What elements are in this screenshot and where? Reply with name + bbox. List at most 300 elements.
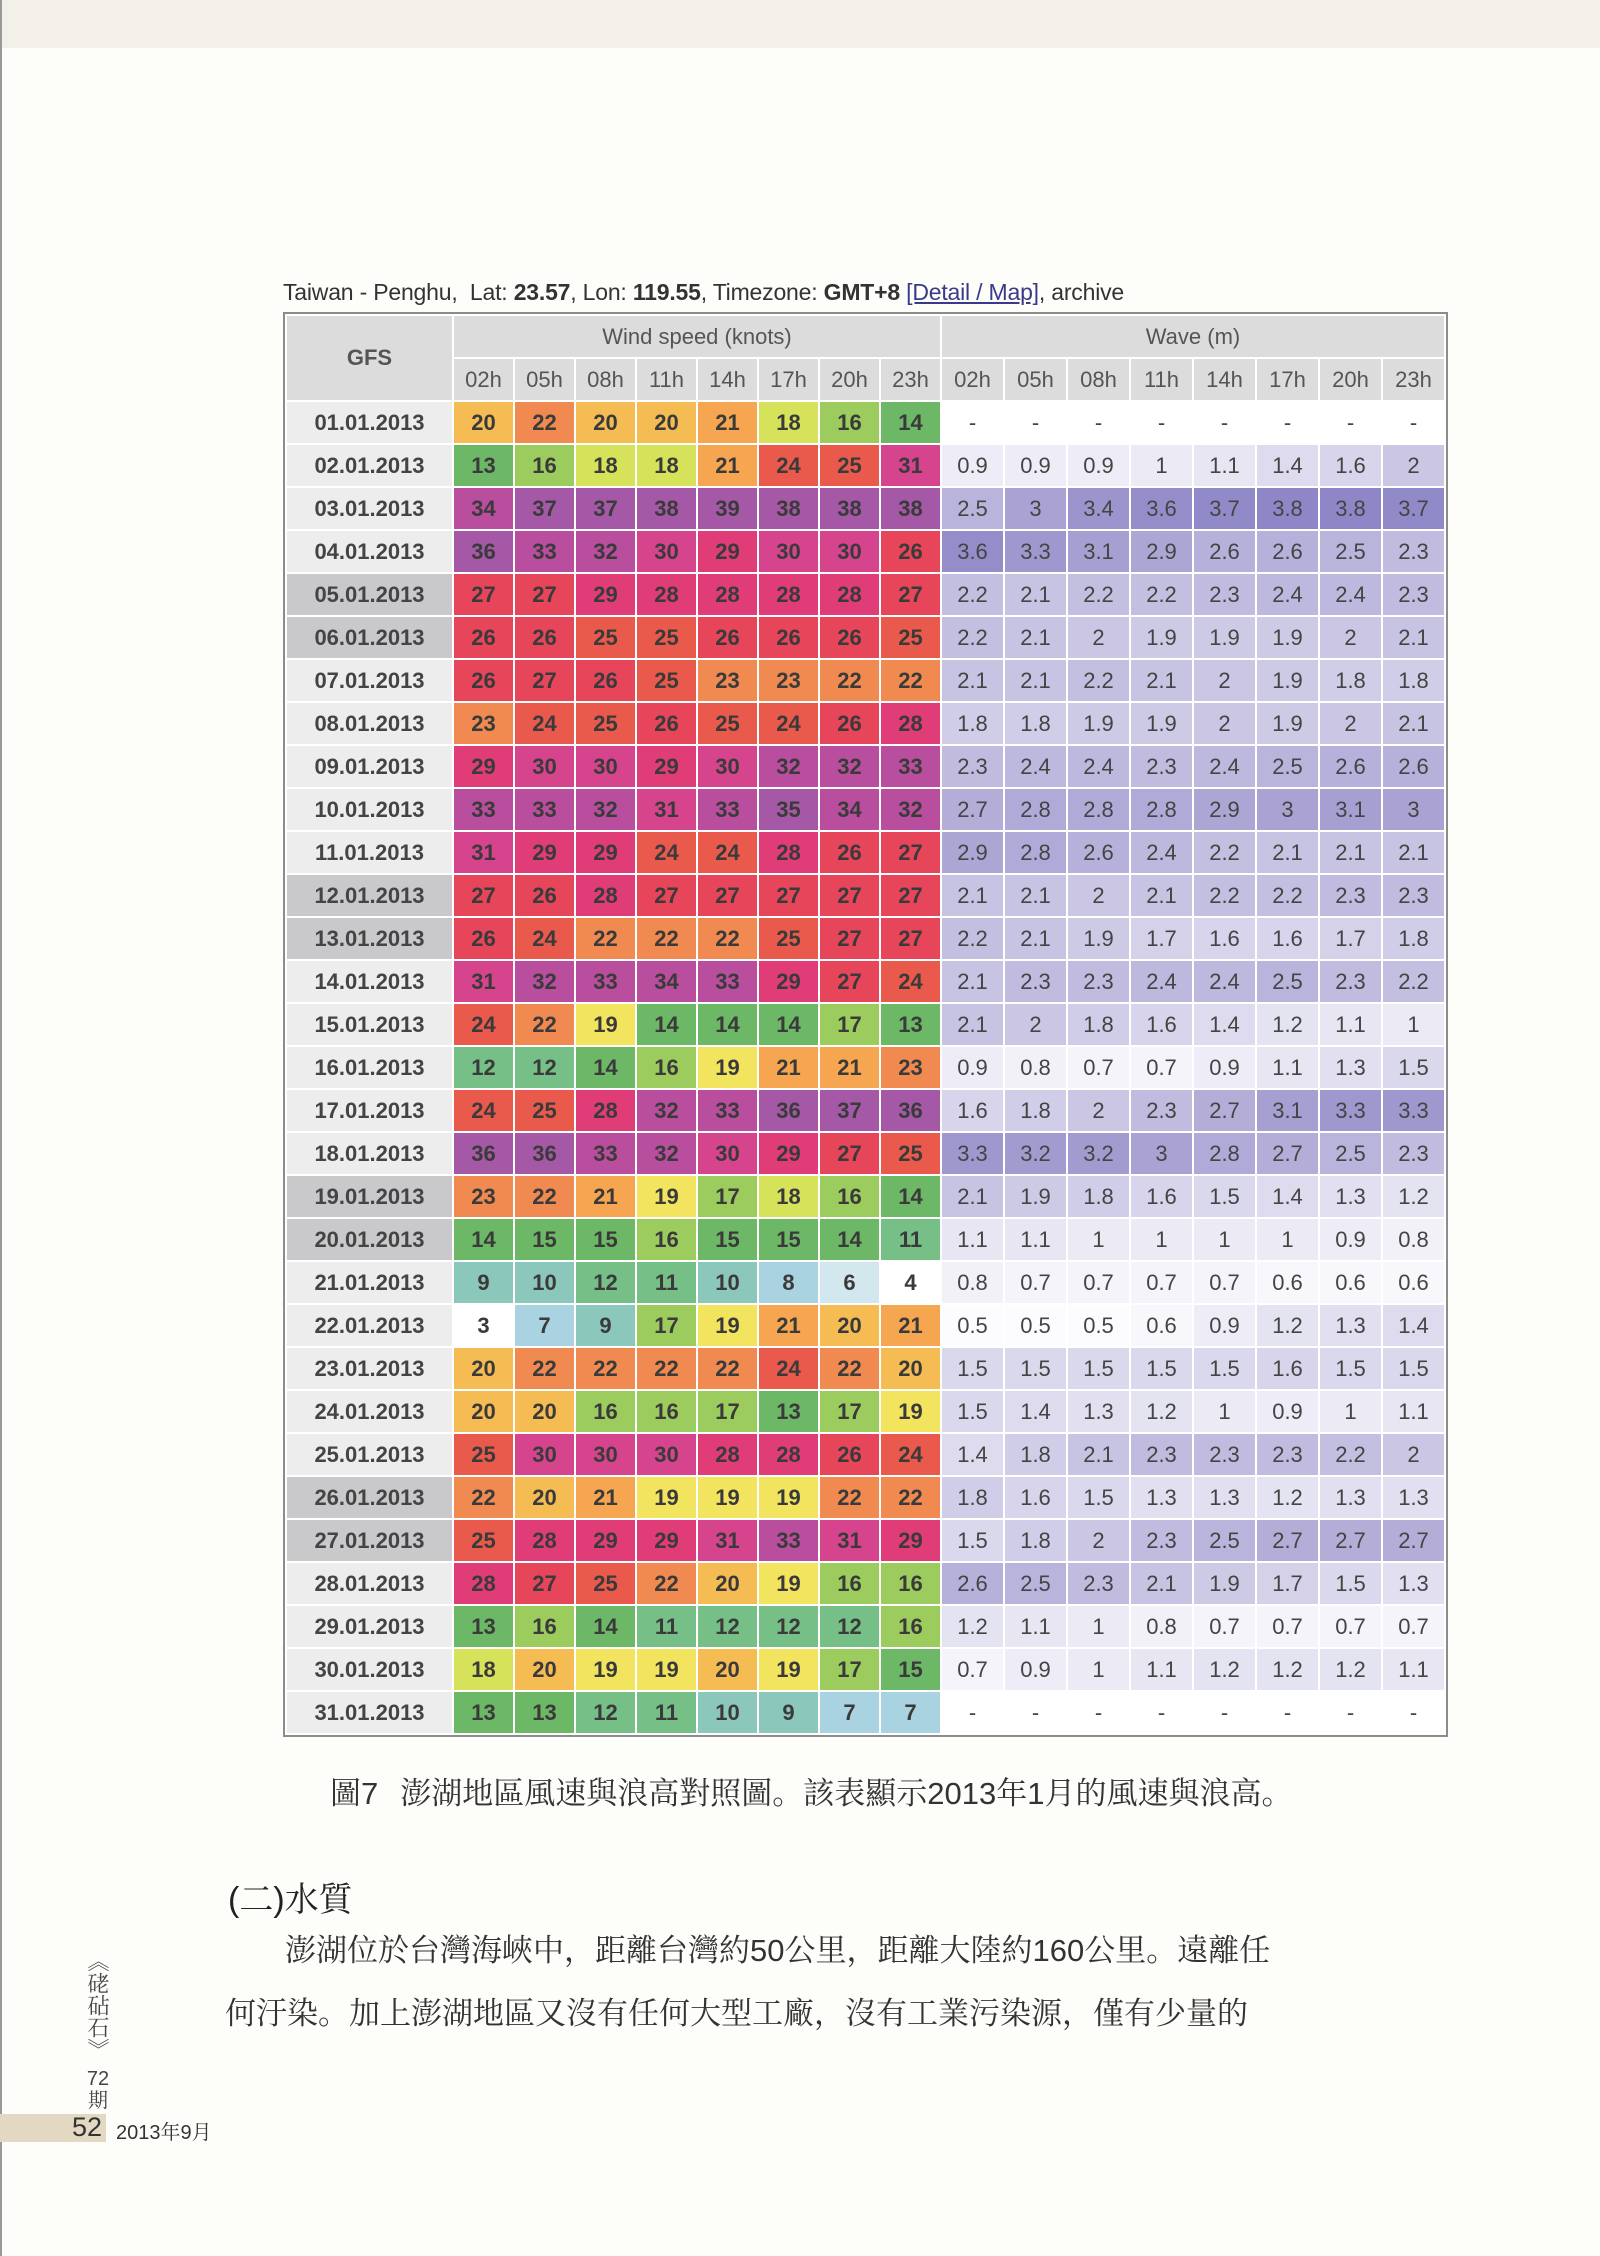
date-cell: 04.01.2013 xyxy=(287,531,452,572)
wave-height-cell: 2.3 xyxy=(942,746,1003,787)
wave-height-cell: 0.7 xyxy=(1194,1606,1255,1647)
wave-height-cell: 2.1 xyxy=(1005,875,1066,916)
wind-speed-cell: 15 xyxy=(759,1219,818,1260)
wave-height-cell: 0.6 xyxy=(1257,1262,1318,1303)
wind-speed-cell: 16 xyxy=(881,1563,940,1604)
wave-height-cell: 2.1 xyxy=(1131,660,1192,701)
wave-height-cell: 2 xyxy=(1068,1090,1129,1131)
wave-height-cell: 2.4 xyxy=(1005,746,1066,787)
wind-speed-cell: 26 xyxy=(454,660,513,701)
wind-speed-cell: 22 xyxy=(576,1348,635,1389)
issue-label xyxy=(82,2068,114,2112)
wind-speed-cell: 27 xyxy=(881,875,940,916)
wind-speed-cell: 26 xyxy=(698,617,757,658)
wave-height-cell: - xyxy=(1383,1692,1444,1733)
wind-speed-cell: 13 xyxy=(454,445,513,486)
wind-speed-cell: 15 xyxy=(881,1649,940,1690)
wave-height-cell: 2.1 xyxy=(942,1176,1003,1217)
wind-speed-cell: 13 xyxy=(454,1606,513,1647)
wave-height-cell: 1.6 xyxy=(1194,918,1255,959)
table-row xyxy=(287,1305,1444,1346)
wave-height-cell: 1.6 xyxy=(1257,1348,1318,1389)
wind-speed-cell: 21 xyxy=(881,1305,940,1346)
wave-height-cell: 2.1 xyxy=(1131,1563,1192,1604)
wave-height-cell: 1.2 xyxy=(1131,1391,1192,1432)
wind-speed-cell: 29 xyxy=(637,1520,696,1561)
wind-speed-cell: 24 xyxy=(759,1348,818,1389)
wind-speed-cell: 23 xyxy=(698,660,757,701)
wind-speed-cell: 35 xyxy=(759,789,818,830)
wave-height-cell: 1.7 xyxy=(1131,918,1192,959)
wind-speed-cell: 26 xyxy=(454,918,513,959)
wind-speed-cell: 37 xyxy=(576,488,635,529)
wave-height-cell: 1.5 xyxy=(1068,1477,1129,1518)
wave-height-cell: 1.9 xyxy=(1131,617,1192,658)
wind-speed-cell: 17 xyxy=(698,1176,757,1217)
wave-height-cell: 1 xyxy=(1068,1606,1129,1647)
table-row xyxy=(287,1649,1444,1690)
wind-speed-cell: 13 xyxy=(881,1004,940,1045)
wind-speed-cell: 18 xyxy=(454,1649,513,1690)
wind-speed-cell: 22 xyxy=(454,1477,513,1518)
wind-speed-cell: 7 xyxy=(881,1692,940,1733)
wave-height-cell: 1 xyxy=(1257,1219,1318,1260)
table-row xyxy=(287,1563,1444,1604)
table-row xyxy=(287,1692,1444,1733)
wave-height-cell: 0.8 xyxy=(1131,1606,1192,1647)
date-cell: 31.01.2013 xyxy=(287,1692,452,1733)
wind-speed-cell: 28 xyxy=(698,574,757,615)
wind-speed-cell: 22 xyxy=(637,918,696,959)
wave-height-cell: - xyxy=(1068,402,1129,443)
wind-speed-cell: 38 xyxy=(759,488,818,529)
wind-speed-cell: 15 xyxy=(576,1219,635,1260)
wave-height-cell: - xyxy=(1257,402,1318,443)
wave-height-cell: 0.9 xyxy=(1005,1649,1066,1690)
wave-hour-header: 05h xyxy=(1005,359,1066,400)
wave-height-cell: 2.1 xyxy=(1320,832,1381,873)
wind-speed-cell: 20 xyxy=(515,1391,574,1432)
wind-speed-cell: 15 xyxy=(515,1219,574,1260)
wave-height-cell: 2.5 xyxy=(942,488,1003,529)
wind-speed-cell: 23 xyxy=(454,703,513,744)
date-cell: 15.01.2013 xyxy=(287,1004,452,1045)
wind-speed-cell: 19 xyxy=(637,1176,696,1217)
wave-height-cell: 1.4 xyxy=(1005,1391,1066,1432)
wind-speed-cell: 32 xyxy=(881,789,940,830)
page-left-edge xyxy=(0,0,2,2256)
wave-height-cell: 1 xyxy=(1194,1391,1255,1432)
wind-speed-cell: 22 xyxy=(515,402,574,443)
caption-text: 澎湖地區風速與浪高對照圖。該表顯示2013年1月的風速與浪高。 xyxy=(400,1776,1293,1811)
wave-height-cell: 1.7 xyxy=(1257,1563,1318,1604)
wave-height-cell: 2.3 xyxy=(1320,961,1381,1002)
wave-height-cell: - xyxy=(1068,1692,1129,1733)
wind-speed-cell: 26 xyxy=(576,660,635,701)
wind-speed-cell: 10 xyxy=(515,1262,574,1303)
wind-speed-cell: 28 xyxy=(576,875,635,916)
wind-speed-cell: 21 xyxy=(698,445,757,486)
wave-height-cell: 2.7 xyxy=(942,789,1003,830)
date-cell: 29.01.2013 xyxy=(287,1606,452,1647)
wind-speed-cell: 33 xyxy=(759,1520,818,1561)
table-row xyxy=(287,1606,1444,1647)
wave-height-cell: 2.2 xyxy=(1383,961,1444,1002)
wave-height-cell: 1.5 xyxy=(942,1391,1003,1432)
wave-height-cell: 1.1 xyxy=(1005,1219,1066,1260)
wind-speed-cell: 29 xyxy=(515,832,574,873)
wind-speed-cell: 11 xyxy=(881,1219,940,1260)
date-cell: 18.01.2013 xyxy=(287,1133,452,1174)
wave-height-cell: 1.5 xyxy=(1005,1348,1066,1389)
wave-height-cell: 1.8 xyxy=(942,1477,1003,1518)
wave-height-cell: 1.5 xyxy=(942,1348,1003,1389)
wave-height-cell: 1.3 xyxy=(1131,1477,1192,1518)
date-cell: 17.01.2013 xyxy=(287,1090,452,1131)
wind-speed-cell: 32 xyxy=(820,746,879,787)
table-row xyxy=(287,1262,1444,1303)
wave-height-cell: 1.9 xyxy=(1194,1563,1255,1604)
wind-speed-cell: 17 xyxy=(820,1391,879,1432)
figure-caption xyxy=(330,1768,1292,1813)
wave-height-cell: 1.6 xyxy=(1131,1176,1192,1217)
wave-height-cell: 1.2 xyxy=(1257,1649,1318,1690)
wave-height-cell: 0.9 xyxy=(1194,1047,1255,1088)
wind-speed-cell: 32 xyxy=(759,746,818,787)
wind-speed-cell: 33 xyxy=(576,1133,635,1174)
wind-speed-cell: 12 xyxy=(515,1047,574,1088)
wave-height-cell: 2.4 xyxy=(1194,961,1255,1002)
wind-speed-cell: 17 xyxy=(637,1305,696,1346)
date-cell: 26.01.2013 xyxy=(287,1477,452,1518)
wave-height-cell: 0.7 xyxy=(1131,1047,1192,1088)
wind-speed-cell: 12 xyxy=(759,1606,818,1647)
wind-speed-cell: 37 xyxy=(820,1090,879,1131)
date-cell: 16.01.2013 xyxy=(287,1047,452,1088)
table-row xyxy=(287,1219,1444,1260)
wind-speed-cell: 25 xyxy=(576,1563,635,1604)
wave-height-cell: 2.1 xyxy=(942,660,1003,701)
wave-height-cell: 2 xyxy=(1068,875,1129,916)
wind-speed-cell: 13 xyxy=(759,1391,818,1432)
wind-speed-cell: 17 xyxy=(698,1391,757,1432)
wind-speed-cell: 25 xyxy=(881,617,940,658)
wind-speed-cell: 27 xyxy=(454,574,513,615)
wave-height-cell: 2.1 xyxy=(1383,617,1444,658)
wind-speed-cell: 13 xyxy=(515,1692,574,1733)
table-row xyxy=(287,488,1444,529)
wind-speed-cell: 7 xyxy=(515,1305,574,1346)
wind-speed-cell: 30 xyxy=(637,1434,696,1475)
wave-height-cell: 2.9 xyxy=(1131,531,1192,572)
journal-name: 《硓砧石》 xyxy=(85,1950,110,2060)
wind-speed-cell: 28 xyxy=(576,1090,635,1131)
wind-speed-cell: 33 xyxy=(515,789,574,830)
wave-height-cell: 1.3 xyxy=(1320,1477,1381,1518)
wind-speed-cell: 22 xyxy=(881,1477,940,1518)
wave-height-cell: 0.9 xyxy=(942,1047,1003,1088)
date-cell: 14.01.2013 xyxy=(287,961,452,1002)
table-row xyxy=(287,1477,1444,1518)
wave-height-cell: 3.6 xyxy=(1131,488,1192,529)
wave-height-cell: 2.2 xyxy=(1131,574,1192,615)
wind-speed-cell: 29 xyxy=(576,574,635,615)
wave-height-cell: 3.2 xyxy=(1068,1133,1129,1174)
wave-height-cell: 0.6 xyxy=(1320,1262,1381,1303)
wind-speed-cell: 27 xyxy=(759,875,818,916)
wave-height-cell: 1.7 xyxy=(1320,918,1381,959)
wind-speed-cell: 11 xyxy=(637,1262,696,1303)
wind-speed-cell: 17 xyxy=(820,1004,879,1045)
table-row xyxy=(287,1047,1444,1088)
wave-height-cell: - xyxy=(942,402,1003,443)
wave-height-cell: 0.7 xyxy=(1383,1606,1444,1647)
wind-speed-cell: 3 xyxy=(454,1305,513,1346)
wave-height-cell: 1.8 xyxy=(1005,1434,1066,1475)
wave-height-cell: 2.5 xyxy=(1194,1520,1255,1561)
wave-height-cell: 1 xyxy=(1194,1219,1255,1260)
wind-speed-cell: 36 xyxy=(515,1133,574,1174)
table-row xyxy=(287,789,1444,830)
wave-height-cell: 1 xyxy=(1131,445,1192,486)
wave-height-cell: 1.3 xyxy=(1320,1176,1381,1217)
wave-height-cell: 0.7 xyxy=(1131,1262,1192,1303)
wind-speed-cell: 9 xyxy=(759,1692,818,1733)
wave-height-cell: 1.6 xyxy=(942,1090,1003,1131)
wave-height-cell: 3.3 xyxy=(942,1133,1003,1174)
wave-height-cell: 2.8 xyxy=(1005,789,1066,830)
wind-speed-cell: 33 xyxy=(698,961,757,1002)
wind-speed-cell: 32 xyxy=(576,531,635,572)
wind-speed-cell: 30 xyxy=(637,531,696,572)
wave-height-cell: 1.9 xyxy=(1194,617,1255,658)
table-row xyxy=(287,875,1444,916)
wind-speed-cell: 19 xyxy=(759,1563,818,1604)
wave-height-cell: 3.7 xyxy=(1383,488,1444,529)
wind-speed-cell: 27 xyxy=(698,875,757,916)
wind-speed-cell: 25 xyxy=(454,1434,513,1475)
paragraph-line-1: 澎湖位於台灣海峽中，距離台灣約50公里，距離大陸約160公里。遠離任 xyxy=(285,1933,1271,1968)
wind-speed-cell: 36 xyxy=(759,1090,818,1131)
wind-speed-cell: 15 xyxy=(698,1219,757,1260)
wind-speed-cell: 21 xyxy=(759,1047,818,1088)
wind-speed-cell: 25 xyxy=(637,617,696,658)
date-cell: 19.01.2013 xyxy=(287,1176,452,1217)
wind-speed-cell: 7 xyxy=(820,1692,879,1733)
wave-height-cell: 1.3 xyxy=(1383,1563,1444,1604)
wind-speed-cell: 19 xyxy=(759,1649,818,1690)
wave-height-cell: 2.2 xyxy=(1068,660,1129,701)
wave-height-cell: 2.4 xyxy=(1068,746,1129,787)
wave-height-cell: 2.2 xyxy=(1257,875,1318,916)
wave-hour-header: 17h xyxy=(1257,359,1318,400)
wave-height-cell: 1.2 xyxy=(1320,1649,1381,1690)
figure-number: 圖7 xyxy=(330,1776,379,1811)
wind-speed-cell: 20 xyxy=(454,1391,513,1432)
wind-speed-cell: 22 xyxy=(515,1176,574,1217)
wind-speed-cell: 14 xyxy=(820,1219,879,1260)
wind-speed-cell: 24 xyxy=(515,918,574,959)
wave-height-cell: 1.1 xyxy=(1257,1047,1318,1088)
wind-speed-cell: 16 xyxy=(515,1606,574,1647)
wave-hour-header: 20h xyxy=(1320,359,1381,400)
wind-speed-cell: 12 xyxy=(698,1606,757,1647)
wind-speed-cell: 27 xyxy=(820,961,879,1002)
wind-speed-cell: 25 xyxy=(698,703,757,744)
wave-height-cell: 2 xyxy=(1320,703,1381,744)
wave-height-cell: 3.8 xyxy=(1257,488,1318,529)
wind-speed-cell: 21 xyxy=(820,1047,879,1088)
wave-height-cell: 1.2 xyxy=(1257,1305,1318,1346)
wave-height-cell: 1.2 xyxy=(942,1606,1003,1647)
wave-height-cell: 1.2 xyxy=(1257,1004,1318,1045)
wave-hour-header: 11h xyxy=(1131,359,1192,400)
wind-speed-cell: 28 xyxy=(759,1434,818,1475)
wind-speed-cell: 27 xyxy=(881,574,940,615)
wave-height-cell: 2.1 xyxy=(1005,660,1066,701)
wind-speed-cell: 16 xyxy=(637,1047,696,1088)
wave-height-cell: 2.2 xyxy=(1194,832,1255,873)
wind-speed-cell: 26 xyxy=(820,617,879,658)
wave-height-cell: 2.8 xyxy=(1194,1133,1255,1174)
wave-height-cell: 0.6 xyxy=(1383,1262,1444,1303)
table-row xyxy=(287,1348,1444,1389)
table-row xyxy=(287,574,1444,615)
wave-height-cell: 1.1 xyxy=(1383,1391,1444,1432)
wind-speed-cell: 14 xyxy=(698,1004,757,1045)
table-row xyxy=(287,531,1444,572)
wave-height-cell: 1.8 xyxy=(1005,1520,1066,1561)
wave-height-cell: 2.6 xyxy=(1194,531,1255,572)
wave-height-cell: 3.1 xyxy=(1068,531,1129,572)
wave-height-cell: 2.7 xyxy=(1194,1090,1255,1131)
wave-height-cell: 1.5 xyxy=(942,1520,1003,1561)
wave-height-cell: 2.7 xyxy=(1383,1520,1444,1561)
wind-speed-cell: 11 xyxy=(637,1606,696,1647)
wind-speed-cell: 33 xyxy=(698,1090,757,1131)
wave-height-cell: 2.1 xyxy=(1383,832,1444,873)
wind-speed-cell: 14 xyxy=(576,1606,635,1647)
wave-height-cell: 2.2 xyxy=(1194,875,1255,916)
wind-speed-cell: 30 xyxy=(576,746,635,787)
wind-speed-cell: 19 xyxy=(698,1477,757,1518)
wave-height-cell: 1.9 xyxy=(1005,1176,1066,1217)
wind-speed-cell: 32 xyxy=(637,1133,696,1174)
wave-height-cell: 1.9 xyxy=(1257,660,1318,701)
table-body xyxy=(287,402,1444,1733)
wind-speed-cell: 25 xyxy=(454,1520,513,1561)
wind-speed-cell: 26 xyxy=(820,832,879,873)
wave-height-cell: 1.5 xyxy=(1383,1348,1444,1389)
wave-height-cell: 1.1 xyxy=(1194,445,1255,486)
wind-speed-cell: 23 xyxy=(759,660,818,701)
wave-height-cell: 1.4 xyxy=(1194,1004,1255,1045)
wave-height-cell: 1.5 xyxy=(1194,1176,1255,1217)
wave-height-cell: - xyxy=(1383,402,1444,443)
wave-height-cell: 2.2 xyxy=(942,574,1003,615)
wave-height-cell: 3.3 xyxy=(1383,1090,1444,1131)
wind-speed-cell: 19 xyxy=(881,1391,940,1432)
wind-speed-cell: 38 xyxy=(881,488,940,529)
wave-height-cell: 1 xyxy=(1068,1219,1129,1260)
wind-speed-cell: 27 xyxy=(820,1133,879,1174)
wind-speed-cell: 31 xyxy=(698,1520,757,1561)
wind-speed-cell: 16 xyxy=(820,402,879,443)
wave-height-cell: 1.8 xyxy=(942,703,1003,744)
wind-speed-cell: 37 xyxy=(515,488,574,529)
wind-speed-cell: 27 xyxy=(820,875,879,916)
wave-height-cell: 1.3 xyxy=(1194,1477,1255,1518)
wave-height-cell: 2.3 xyxy=(1131,1434,1192,1475)
wave-height-cell: 0.9 xyxy=(1068,445,1129,486)
wave-height-cell: - xyxy=(1320,402,1381,443)
wind-speed-cell: 25 xyxy=(576,703,635,744)
wave-height-cell: 2.3 xyxy=(1131,1520,1192,1561)
wind-speed-cell: 24 xyxy=(637,832,696,873)
wave-height-cell: 0.5 xyxy=(1068,1305,1129,1346)
publication-date: 2013年9月 xyxy=(116,2122,212,2144)
wave-height-cell: 2.1 xyxy=(1068,1434,1129,1475)
date-cell: 11.01.2013 xyxy=(287,832,452,873)
wind-speed-cell: 14 xyxy=(881,1176,940,1217)
wind-speed-cell: 16 xyxy=(576,1391,635,1432)
wind-speed-cell: 19 xyxy=(698,1047,757,1088)
wave-height-cell: - xyxy=(942,1692,1003,1733)
wind-speed-cell: 19 xyxy=(576,1004,635,1045)
date-cell: 06.01.2013 xyxy=(287,617,452,658)
wave-height-cell: 2.3 xyxy=(1383,574,1444,615)
wind-speed-cell: 19 xyxy=(759,1477,818,1518)
wave-height-cell: 3.6 xyxy=(942,531,1003,572)
detail-map-link[interactable]: [Detail / Map] xyxy=(906,279,1039,305)
wave-height-cell: 1.5 xyxy=(1131,1348,1192,1389)
wind-speed-cell: 34 xyxy=(454,488,513,529)
wave-height-cell: 3 xyxy=(1383,789,1444,830)
wave-height-cell: 1.6 xyxy=(1005,1477,1066,1518)
wind-speed-cell: 14 xyxy=(881,402,940,443)
wave-height-cell: 0.5 xyxy=(1005,1305,1066,1346)
wave-height-cell: 1.2 xyxy=(1383,1176,1444,1217)
wave-height-cell: 1 xyxy=(1320,1391,1381,1432)
wave-height-cell: 2.2 xyxy=(942,918,1003,959)
date-cell: 27.01.2013 xyxy=(287,1520,452,1561)
page-number: 52 xyxy=(72,2112,103,2142)
wave-height-cell: 1.8 xyxy=(1005,703,1066,744)
wind-speed-cell: 12 xyxy=(576,1262,635,1303)
wave-height-cell: 0.8 xyxy=(942,1262,1003,1303)
wind-speed-cell: 9 xyxy=(454,1262,513,1303)
table-row xyxy=(287,1520,1444,1561)
wind-speed-cell: 21 xyxy=(576,1477,635,1518)
wind-speed-cell: 33 xyxy=(698,789,757,830)
wave-height-cell: 1.2 xyxy=(1257,1477,1318,1518)
lon-label: Lon: xyxy=(582,279,627,305)
wind-speed-cell: 29 xyxy=(759,961,818,1002)
wind-speed-cell: 20 xyxy=(698,1563,757,1604)
wave-height-cell: 2.1 xyxy=(1257,832,1318,873)
wave-height-cell: 3.1 xyxy=(1257,1090,1318,1131)
wave-height-cell: 1.3 xyxy=(1320,1047,1381,1088)
wind-speed-cell: 20 xyxy=(698,1649,757,1690)
wave-height-cell: 2.4 xyxy=(1194,746,1255,787)
date-cell: 08.01.2013 xyxy=(287,703,452,744)
wave-height-cell: 2.1 xyxy=(942,1004,1003,1045)
wave-height-cell: 1 xyxy=(1383,1004,1444,1045)
date-cell: 09.01.2013 xyxy=(287,746,452,787)
wind-speed-cell: 11 xyxy=(637,1692,696,1733)
wave-height-cell: 0.6 xyxy=(1131,1305,1192,1346)
wind-speed-cell: 22 xyxy=(820,1477,879,1518)
